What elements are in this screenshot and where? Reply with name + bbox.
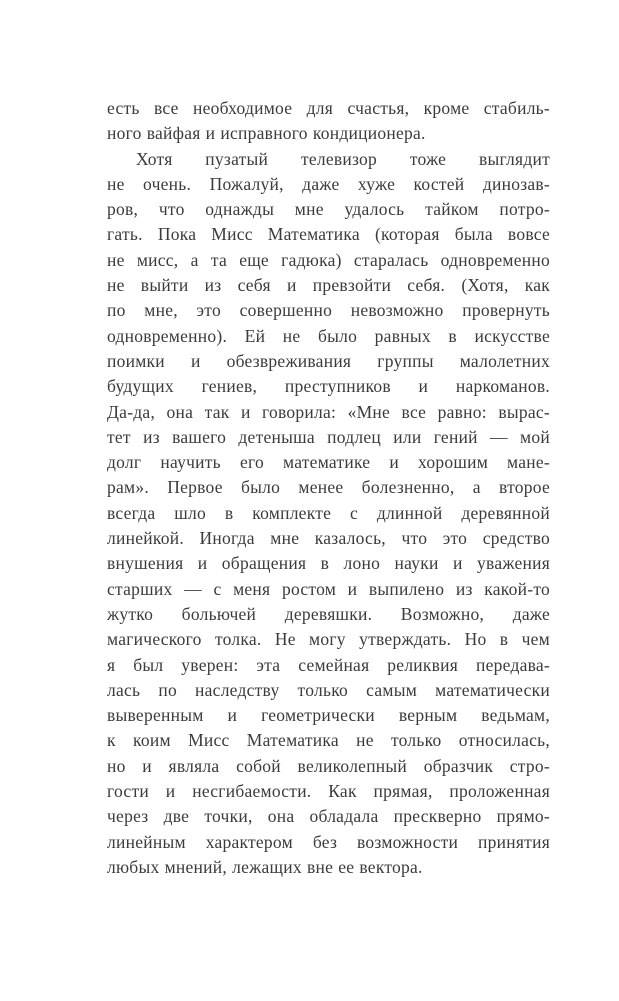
- text-line: по мне, это совершенно невозможно провернуть: [107, 300, 550, 321]
- text-line: я был уверен: эта семейная реликвия передава-: [107, 654, 550, 675]
- text-line: гости и несгибаемости. Как прямая, проложенная: [107, 781, 550, 802]
- paragraph: [107, 147, 550, 881]
- text-line: жутко больючей деревяшки. Возможно, даже: [107, 603, 550, 624]
- text-line: не очень. Пожалуй, даже хуже костей динозав-: [107, 173, 550, 194]
- text-line: одновременно). Ей не было равных в искусстве: [107, 325, 550, 346]
- text-line: выверенным и геометрически верным ведьмам,: [107, 705, 550, 726]
- text-line: внушения и обращения в лоно науки и уважения: [107, 553, 550, 574]
- text-line: магического толка. Не могу утверждать. Но в чем: [107, 629, 550, 650]
- text-line: ров, что однажды мне удалось тайком потро-: [107, 199, 550, 220]
- text-line: но и являла собой великолепный образчик стро-: [107, 755, 550, 776]
- text-line: гать. Пока Мисс Математика (которая была вовсе: [107, 224, 550, 245]
- text-line: к коим Мисс Математика не только относилась,: [107, 730, 550, 751]
- text-line: линейкой. Иногда мне казалось, что это средство: [107, 528, 550, 549]
- text-line: не мисс, а та еще гадюка) старалась одновременно: [107, 249, 550, 270]
- text-line: рам». Первое было менее болезненно, а второе: [107, 477, 550, 498]
- text-line: поимки и обезвреживания группы малолетних: [107, 350, 550, 371]
- paragraph: [107, 96, 550, 147]
- text-block: [107, 96, 550, 880]
- text-line: не выйти из себя и превзойти себя. (Хотя, как: [107, 275, 550, 296]
- text-line: тет из вашего детеныша подлец или гений — мой: [107, 426, 550, 447]
- text-line: долг научить его математике и хорошим мане-: [107, 452, 550, 473]
- text-line: старших — с меня ростом и выпилено из какой-то: [107, 578, 550, 599]
- text-line: есть все необходимое для счастья, кроме стабиль-: [107, 98, 550, 118]
- text-line: ного вайфая и исправного кондиционера.: [107, 123, 426, 144]
- text-line: любых мнений, лежащих вне ее вектора.: [107, 856, 423, 877]
- text-line: линейным характером без возможности принятия: [107, 831, 550, 852]
- text-line: лась по наследству только самым математически: [107, 679, 550, 700]
- text-line: Хотя пузатый телевизор тоже выглядит: [136, 148, 550, 169]
- text-line: будущих гениев, преступников и наркоманов.: [107, 376, 550, 397]
- text-line: всегда шло в комплекте с длинной деревянной: [107, 502, 550, 523]
- text-line: через две точки, она обладала прескверно прямо-: [107, 806, 550, 827]
- text-line: Да-да, она так и говорила: «Мне все равно: вырас-: [107, 401, 550, 422]
